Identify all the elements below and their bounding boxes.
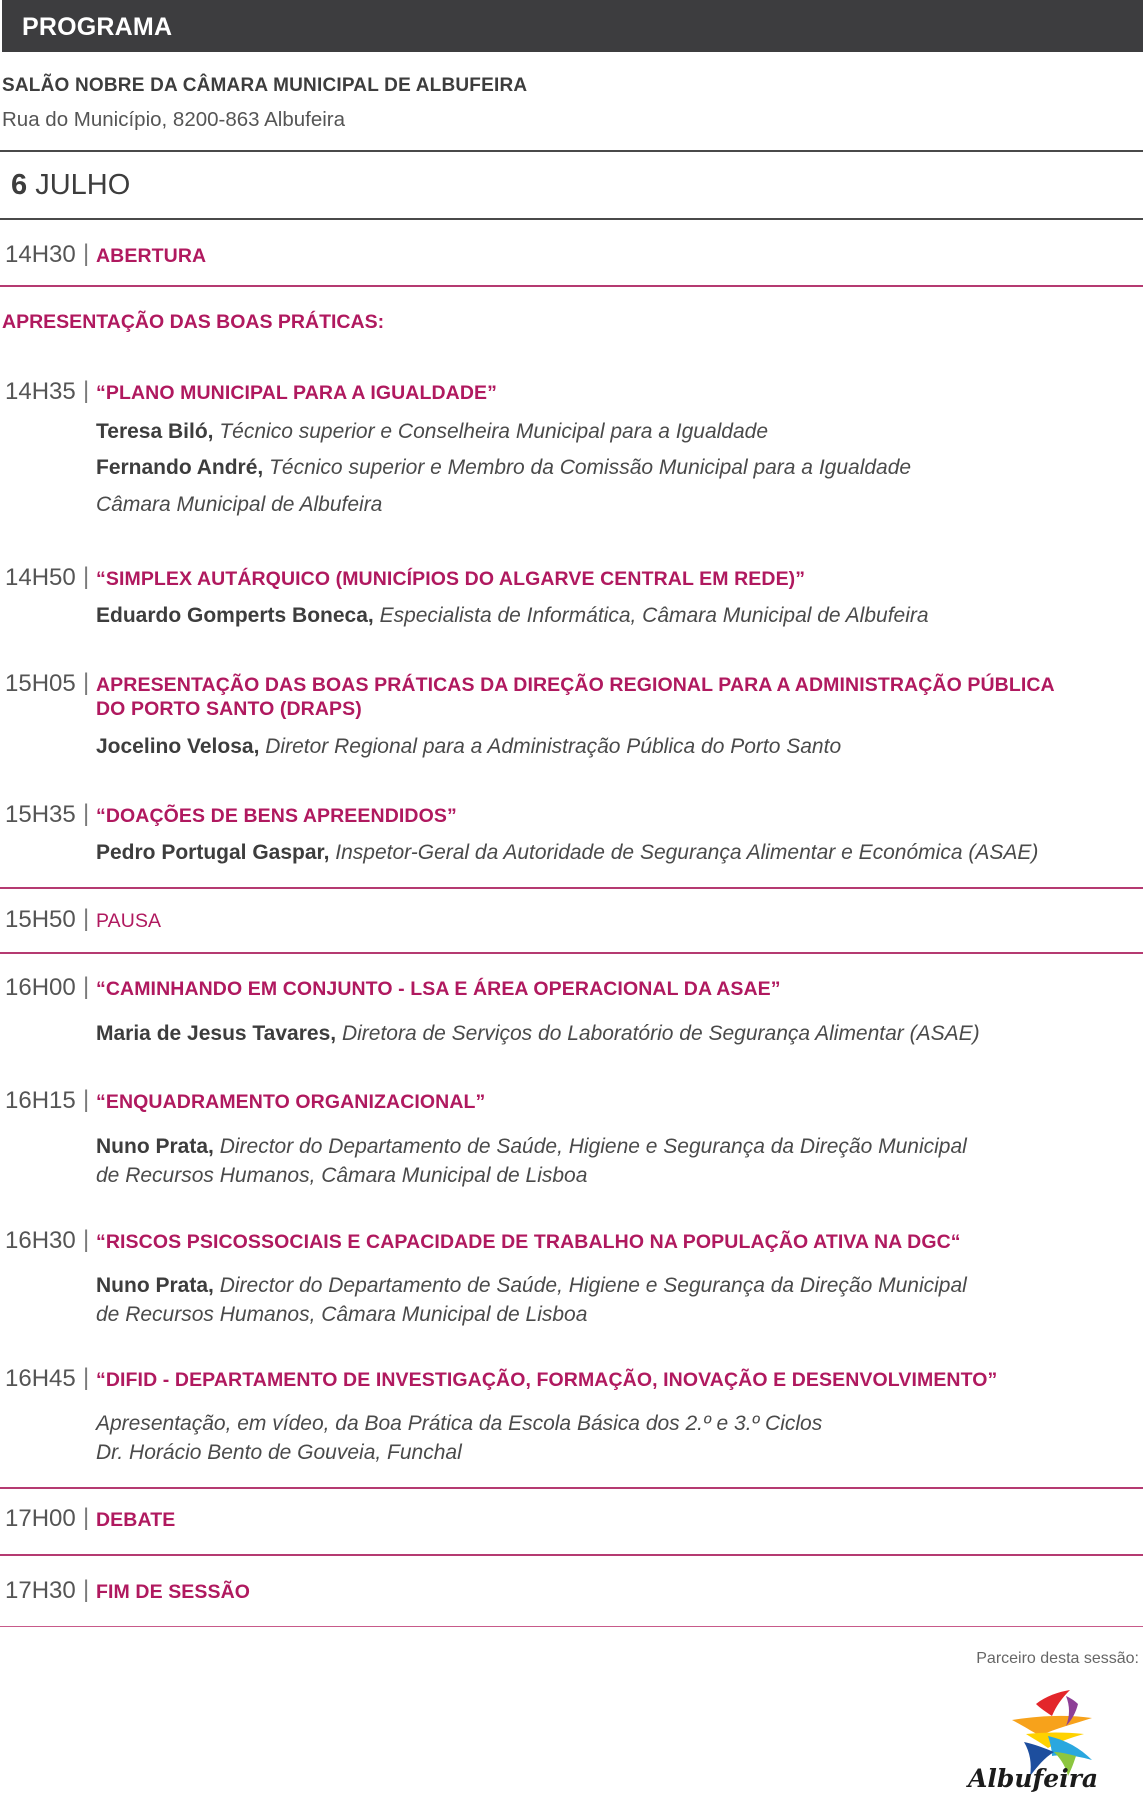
time-separator: | bbox=[83, 1226, 90, 1253]
session-time: 15H05 bbox=[5, 670, 76, 697]
session-title: “PLANO MUNICIPAL PARA A IGUALDADE” bbox=[96, 382, 497, 404]
speaker bbox=[96, 1022, 980, 1046]
speaker-role: Inspetor-Geral da Autoridade de Segurança Alimentar e Económica (ASAE) bbox=[335, 841, 1039, 864]
header-bar bbox=[2, 0, 1143, 52]
speaker bbox=[96, 456, 911, 480]
time-separator: | bbox=[83, 563, 90, 590]
speaker-role: Diretor Regional para a Administração Pública do Porto Santo bbox=[265, 735, 842, 758]
session-time: 17H30 bbox=[5, 1577, 76, 1604]
session-title: “ENQUADRAMENTO ORGANIZACIONAL” bbox=[96, 1091, 486, 1113]
session-title: “SIMPLEX AUTÁRQUICO (MUNICÍPIOS DO ALGARVE CENTRAL EM REDE)” bbox=[96, 568, 806, 590]
speaker-name: Fernando André, bbox=[96, 456, 264, 479]
session-time: 15H35 bbox=[5, 801, 76, 828]
speaker-role: Técnico superior e Membro da Comissão Municipal para a Igualdade bbox=[269, 456, 912, 479]
speaker-name: Maria de Jesus Tavares, bbox=[96, 1022, 337, 1045]
session-time: 16H15 bbox=[5, 1087, 76, 1114]
session-time: 14H35 bbox=[5, 378, 76, 405]
session-time: 16H30 bbox=[5, 1227, 76, 1254]
session-time: 17H00 bbox=[5, 1505, 76, 1532]
time-separator: | bbox=[83, 1364, 90, 1391]
speaker-role: Especialista de Informática, Câmara Municipal de Albufeira bbox=[379, 604, 929, 627]
section-heading: APRESENTAÇÃO DAS BOAS PRÁTICAS: bbox=[2, 311, 385, 333]
speaker-role-continued: de Recursos Humanos, Câmara Municipal de Lisboa bbox=[96, 1164, 588, 1187]
session-title-line: DO PORTO SANTO (DRAPS) bbox=[96, 698, 362, 720]
speaker-role: Director do Departamento de Saúde, Higiene e Segurança da Direção Municipal bbox=[219, 1274, 967, 1297]
speaker bbox=[96, 604, 929, 628]
time-separator: | bbox=[83, 377, 90, 404]
session-title: DEBATE bbox=[96, 1509, 176, 1531]
speaker-role: Director do Departamento de Saúde, Higiene e Segurança da Direção Municipal bbox=[219, 1135, 967, 1158]
divider bbox=[0, 150, 1143, 152]
time-separator: | bbox=[83, 905, 90, 932]
divider bbox=[0, 1626, 1143, 1627]
speaker bbox=[96, 1274, 967, 1298]
speaker-name: Nuno Prata, bbox=[96, 1135, 214, 1158]
time-separator: | bbox=[83, 1086, 90, 1113]
divider bbox=[0, 1487, 1143, 1489]
partner-label: Parceiro desta sessão: bbox=[976, 1650, 1139, 1667]
divider bbox=[0, 887, 1143, 889]
speaker bbox=[96, 841, 1038, 865]
session-note: Apresentação, em vídeo, da Boa Prática da Escola Básica dos 2.º e 3.º Ciclos bbox=[96, 1412, 823, 1435]
session-title-line: APRESENTAÇÃO DAS BOAS PRÁTICAS DA DIREÇÃO REGIONAL PARA A ADMINISTRAÇÃO PÚBLICA bbox=[96, 674, 1055, 696]
speaker bbox=[96, 420, 768, 444]
session-title: PAUSA bbox=[96, 910, 162, 932]
speaker-role: Diretora de Serviços do Laboratório de Segurança Alimentar (ASAE) bbox=[341, 1022, 980, 1045]
session-note: Câmara Municipal de Albufeira bbox=[96, 493, 383, 516]
time-separator: | bbox=[83, 1504, 90, 1531]
speaker-name: Eduardo Gomperts Boneca, bbox=[96, 604, 374, 627]
session-time: 16H00 bbox=[5, 974, 76, 1001]
header-title: PROGRAMA bbox=[22, 13, 173, 41]
venue-name: SALÃO NOBRE DA CÂMARA MUNICIPAL DE ALBUFEIRA bbox=[2, 75, 528, 96]
session-title: “DIFID - DEPARTAMENTO DE INVESTIGAÇÃO, FORMAÇÃO, INOVAÇÃO E DESENVOLVIMENTO” bbox=[96, 1369, 998, 1391]
session-note: Dr. Horácio Bento de Gouveia, Funchal bbox=[96, 1441, 462, 1464]
speaker bbox=[96, 735, 841, 759]
session-time: 14H30 bbox=[5, 241, 76, 268]
divider bbox=[0, 218, 1143, 220]
time-separator: | bbox=[83, 973, 90, 1000]
logo-stroke-red bbox=[1036, 1690, 1070, 1716]
session-time: 15H50 bbox=[5, 906, 76, 933]
divider bbox=[0, 285, 1143, 287]
date-month: JULHO bbox=[35, 169, 131, 201]
speaker-name: Nuno Prata, bbox=[96, 1274, 214, 1297]
session-title: “RISCOS PSICOSSOCIAIS E CAPACIDADE DE TRABALHO NA POPULAÇÃO ATIVA NA DGC“ bbox=[96, 1231, 961, 1253]
speaker-role: Técnico superior e Conselheira Municipal para a Igualdade bbox=[219, 420, 768, 443]
venue-address: Rua do Município, 8200-863 Albufeira bbox=[2, 108, 346, 131]
divider bbox=[0, 1554, 1143, 1556]
time-separator: | bbox=[83, 669, 90, 696]
logo-text: Albufeira bbox=[968, 1764, 1099, 1793]
speaker bbox=[96, 1135, 967, 1159]
session-title: FIM DE SESSÃO bbox=[96, 1581, 251, 1603]
speaker-name: Teresa Biló, bbox=[96, 420, 214, 443]
time-separator: | bbox=[83, 240, 90, 267]
speaker-name: Jocelino Velosa, bbox=[96, 735, 260, 758]
session-title: “DOAÇÕES DE BENS APREENDIDOS” bbox=[96, 805, 457, 827]
time-separator: | bbox=[83, 1576, 90, 1603]
date-day: 6 bbox=[11, 169, 28, 201]
session-time: 14H50 bbox=[5, 564, 76, 591]
time-separator: | bbox=[83, 800, 90, 827]
session-time: 16H45 bbox=[5, 1365, 76, 1392]
session-title: ABERTURA bbox=[96, 245, 207, 267]
speaker-name: Pedro Portugal Gaspar, bbox=[96, 841, 330, 864]
session-title: “CAMINHANDO EM CONJUNTO - LSA E ÁREA OPERACIONAL DA ASAE” bbox=[96, 978, 781, 1000]
speaker-role-continued: de Recursos Humanos, Câmara Municipal de Lisboa bbox=[96, 1303, 588, 1326]
divider bbox=[0, 952, 1143, 954]
date-heading bbox=[11, 169, 130, 202]
